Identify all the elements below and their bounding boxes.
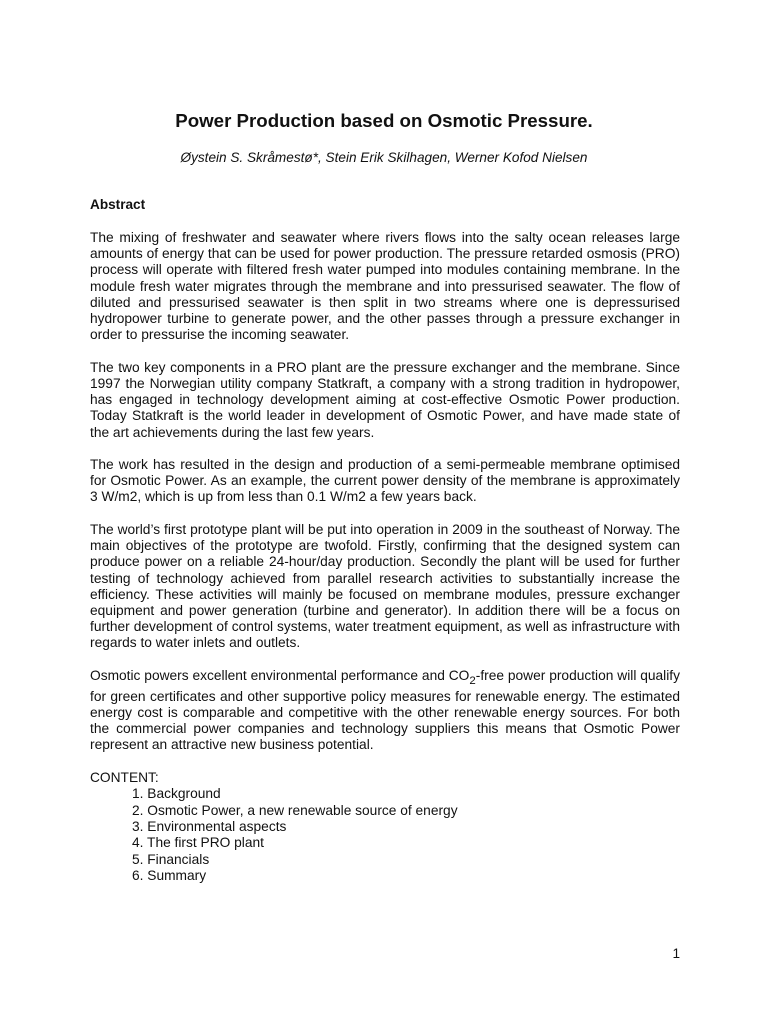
author-list: Øystein S. Skråmestø*, Stein Erik Skilhagen, Werner Kofod Nielsen (180, 150, 588, 165)
content-heading: CONTENT: (90, 769, 159, 785)
abstract-paragraph-4: The world’s first prototype plant will be put into operation in 2009 in the southeast of Norway. The main objectives of the prototype are twofold. Firstly, confirming that the designed system can produce power on a reliable 24-hour/day production. Secondly the plant will be used for further testing of technology achieved from parallel research activities to substantially increase the efficiency. These activities will mainly be focused on membrane modules, pressure exchanger equipment and power generation (turbine and generator). In addition there will be a focus on further development of control systems, water treatment equipment, as well as infrastructure with regards to water inlets and outlets. (90, 521, 680, 651)
abstract-paragraph-5 (90, 668, 680, 754)
co2-subscript: 2 (469, 674, 476, 687)
paragraph-5-start: Osmotic powers excellent environmental performance and CO (90, 667, 470, 683)
paragraph-5-end: -free power production will qualify for green certificates and other supportive policy measures for renewable energy. The estimated energy cost is comparable and competitive with the other renewable energy sources. For both the commercial power companies and technology suppliers this means that Osmotic Power represent an attractive new business potential. (90, 667, 680, 753)
toc-item-first-pro-plant: 4. The first PRO plant (132, 835, 264, 851)
abstract-body (90, 230, 680, 885)
toc-item-background: 1. Background (132, 786, 221, 802)
paper-title: Power Production based on Osmotic Pressure. (175, 110, 593, 131)
toc-item-financials: 5. Financials (132, 851, 210, 867)
abstract-paragraph-3: The work has resulted in the design and production of a semi-permeable membrane optimised for Osmotic Power. As an example, the current power density of the membrane is approximately 3 W/m2, which is up from less than 0.1 W/m2 a few years back. (90, 457, 680, 505)
toc-item-osmotic-power: 2. Osmotic Power, a new renewable source of energy (132, 802, 458, 818)
toc-item-summary: 6. Summary (132, 868, 207, 884)
abstract-heading: Abstract (90, 197, 146, 212)
table-of-contents (90, 786, 680, 884)
page-number: 1 (672, 946, 680, 961)
abstract-paragraph-1: The mixing of freshwater and seawater where rivers flows into the salty ocean releases large amounts of energy that can be used for power production. The pressure retarded osmosis (PRO) process will operate with filtered fresh water pumped into modules containing membrane. In the module fresh water migrates through the membrane and into pressurised seawater. The flow of diluted and pressurised seawater is then split in two streams where one is depressurised hydropower turbine to generate power, and the other passes through a pressure exchanger in order to pressurise the incoming seawater. (90, 230, 680, 343)
toc-item-environmental-aspects: 3. Environmental aspects (132, 818, 287, 834)
abstract-paragraph-2: The two key components in a PRO plant are the pressure exchanger and the membrane. Since 1997 the Norwegian utility company Statkraft, a company with a strong tradition in hydropower, has engaged in technology development aiming at cost-effective Osmotic Power production. Today Statkraft is the world leader in development of Osmotic Power, and have made state of the art achievements during the last few years. (90, 359, 680, 440)
